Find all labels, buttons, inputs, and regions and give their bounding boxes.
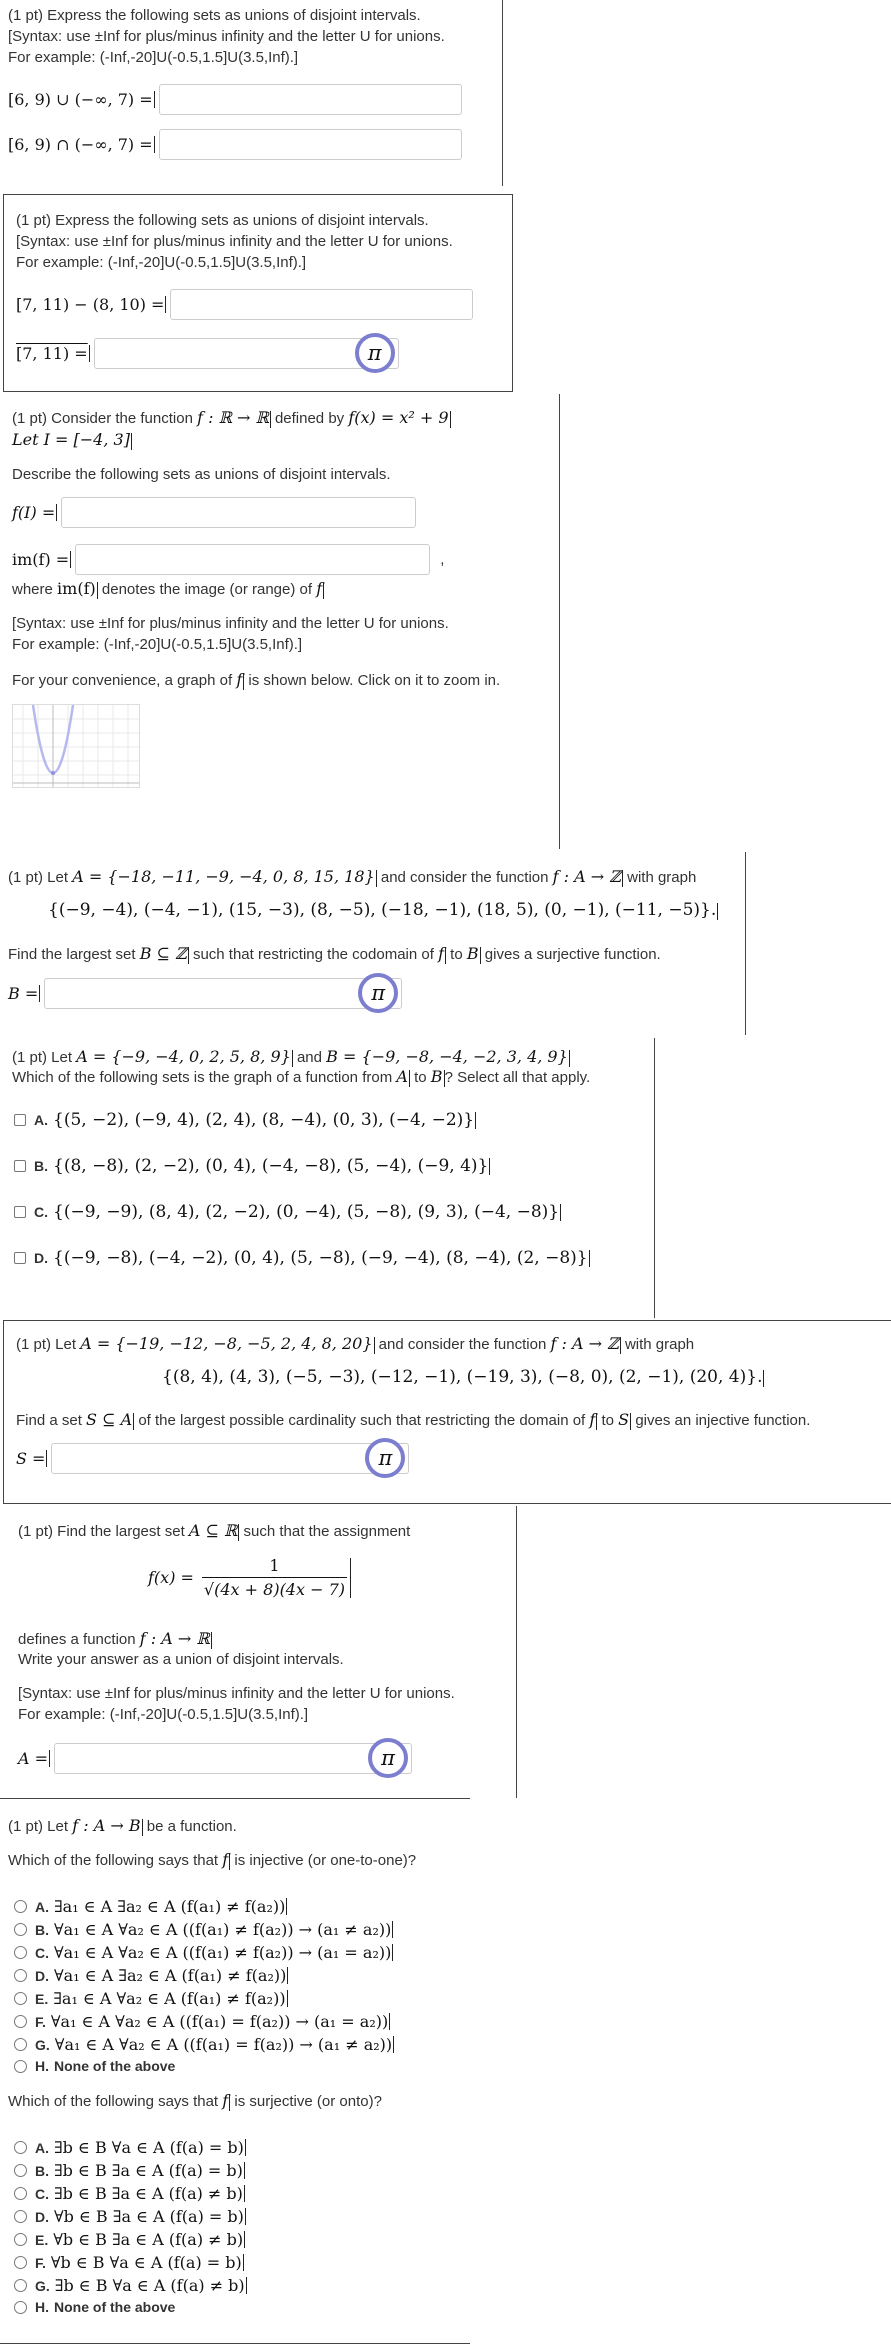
q8-sur-option-e[interactable]: E. ∀b ∈ B ∃a ∈ A (f(a) ≠ b) [14, 2230, 245, 2249]
problem-6 [3, 1320, 891, 1504]
q8-surjective-question: Which of the following says that f is surjective (or onto)? [8, 2091, 382, 2110]
q8-inj-option-h[interactable]: H. None of the above [14, 2058, 175, 2074]
q1-syntax: [Syntax: use ±Inf for plus/minus infinity and the letter U for unions. [8, 28, 445, 45]
q1-prompt: (1 pt) Express the following sets as unions of disjoint intervals. [8, 7, 421, 24]
q3-im-label: im(f) = [12, 550, 70, 569]
q4-answer-label: B = [8, 983, 39, 1003]
q8-inj-radio-b[interactable] [14, 1923, 27, 1936]
q8-sur-option-b[interactable]: B. ∃b ∈ B ∃a ∈ A (f(a) = b) [14, 2161, 245, 2180]
q8-sur-radio-d[interactable] [14, 2210, 27, 2223]
q1-part1-input[interactable] [159, 84, 462, 115]
q7-prompt-line: (1 pt) Find the largest set A ⊆ ℝ such that the assignment [18, 1521, 411, 1540]
q5-checkbox-b[interactable] [14, 1160, 26, 1172]
q1-example: For example: (-Inf,-20]U(-0.5,1.5]U(3.5,Inf).] [8, 49, 299, 66]
q6-answer-input[interactable] [51, 1443, 409, 1474]
q8-sur-option-f[interactable]: F. ∀b ∈ B ∀a ∈ A (f(a) = b) [14, 2253, 244, 2272]
q8-sur-radio-e[interactable] [14, 2233, 27, 2246]
q6-answer-label: S = [16, 1448, 46, 1468]
q7-formula: f(x) = $\frac{1}{√(4x + 8)(4x - 7)}$ [148, 1556, 351, 1599]
q5-option-b[interactable]: B. {(8, −8), (2, −2), (0, 4), (−4, −8), (5, −4), (−9, 4)} [14, 1156, 490, 1176]
q8-injective-question: Which of the following says that f is injective (or one-to-one)? [8, 1850, 417, 1869]
q8-sur-radio-c[interactable] [14, 2187, 27, 2200]
q2-part2-input[interactable] [94, 338, 399, 369]
q8-sur-radio-b[interactable] [14, 2164, 27, 2177]
q8-inj-option-a[interactable]: A. ∃a₁ ∈ A ∃a₂ ∈ A (f(a₁) ≠ f(a₂)) [14, 1897, 287, 1916]
q7-defines: defines a function f : A → ℝ [18, 1629, 210, 1648]
q7-bottom-rule [0, 1798, 470, 1799]
q6-graph: {(8, 4), (4, 3), (−5, −3), (−12, −1), (−19, 3), (−8, 0), (2, −1), (20, 4)}. [162, 1367, 763, 1387]
q3-fi-input[interactable] [61, 497, 416, 528]
q8-sur-option-d[interactable]: D. ∀b ∈ B ∃a ∈ A (f(a) = b) [14, 2207, 246, 2226]
q8-sur-option-a[interactable]: A. ∃b ∈ B ∀a ∈ A (f(a) = b) [14, 2138, 246, 2157]
q7-pi-button[interactable]: π [368, 1738, 408, 1778]
q8-inj-option-d[interactable]: D. ∀a₁ ∈ A ∃a₂ ∈ A (f(a₁) ≠ f(a₂)) [14, 1966, 288, 1985]
q8-bottom-rule [0, 2343, 470, 2344]
q7-answer-input[interactable] [54, 1743, 412, 1774]
q2-example: For example: (-Inf,-20]U(-0.5,1.5]U(3.5,Inf).] [16, 254, 307, 271]
q3-function-def: f(x) = x² + 9 [348, 408, 449, 427]
q7-example: For example: (-Inf,-20]U(-0.5,1.5]U(3.5,Inf).] [18, 1706, 309, 1723]
q3-im-input[interactable] [75, 544, 430, 575]
q2-syntax: [Syntax: use ±Inf for plus/minus infinity and the letter U for unions. [16, 233, 453, 250]
q6-pi-button[interactable]: π [365, 1438, 405, 1478]
q8-sur-radio-f[interactable] [14, 2256, 27, 2269]
q3-syntax: [Syntax: use ±Inf for plus/minus infinity and the letter U for unions. [12, 615, 449, 632]
q8-sur-radio-h[interactable] [14, 2301, 27, 2314]
q3-fi-label: f(I) = [12, 503, 56, 522]
q3-graph-svg [13, 705, 139, 787]
q4-prompt-line: (1 pt) Let A = {−18, −11, −9, −4, 0, 8, 15, 18} and consider the function f : A → ℤ with graph [8, 867, 697, 886]
q3-where: where im(f) denotes the image (or range) of f [12, 579, 323, 598]
q6-find-line: Find a set S ⊆ A of the largest possible cardinality such that restricting the domain of f to S gives an injective function. [16, 1410, 811, 1429]
q3-function-graph[interactable] [12, 704, 140, 788]
q8-inj-radio-e[interactable] [14, 1992, 27, 2005]
q5-checkbox-d[interactable] [14, 1252, 26, 1264]
q3-let-i: Let I = [−4, 3] [12, 430, 130, 449]
q3-describe: Describe the following sets as unions of disjoint intervals. [12, 466, 391, 483]
q6-prompt-line: (1 pt) Let A = {−19, −12, −8, −5, 2, 4, 8, 20} and consider the function f : A → ℤ with graph [16, 1334, 695, 1353]
q4-answer-input[interactable] [44, 978, 402, 1009]
q8-sur-radio-g[interactable] [14, 2279, 27, 2292]
q1-part2-input[interactable] [159, 129, 462, 160]
q3-graph-note: For your convenience, a graph of f is shown below. Click on it to zoom in. [12, 670, 501, 689]
q8-inj-radio-c[interactable] [14, 1946, 27, 1959]
q8-inj-radio-d[interactable] [14, 1969, 27, 1982]
q3-example: For example: (-Inf,-20]U(-0.5,1.5]U(3.5,Inf).] [12, 636, 303, 653]
q8-sur-option-c[interactable]: C. ∃b ∈ B ∃a ∈ A (f(a) ≠ b) [14, 2184, 245, 2203]
q4-pi-button[interactable]: π [358, 973, 398, 1013]
problem-1 [0, 0, 503, 186]
q2-part1-label: [7, 11) − (8, 10) = [16, 295, 165, 314]
problem-4 [0, 852, 746, 1035]
q8-inj-option-e[interactable]: E. ∃a₁ ∈ A ∀a₂ ∈ A (f(a₁) ≠ f(a₂)) [14, 1989, 288, 2008]
q8-sur-option-g[interactable]: G. ∃b ∈ B ∀a ∈ A (f(a) ≠ b) [14, 2276, 247, 2295]
q7-write: Write your answer as a union of disjoint intervals. [18, 1651, 344, 1668]
q7-syntax: [Syntax: use ±Inf for plus/minus infinity and the letter U for unions. [18, 1685, 455, 1702]
q4-find-line: Find the largest set B ⊆ ℤ such that restricting the codomain of f to B gives a surjective function. [8, 944, 661, 963]
q1-part1-label: [6, 9) ∪ (−∞, 7) = [8, 90, 153, 109]
q8-inj-option-g[interactable]: G. ∀a₁ ∈ A ∀a₂ ∈ A ((f(a₁) = f(a₂)) → (a₁ ≠ a₂)) [14, 2035, 394, 2054]
q2-pi-button[interactable]: π [355, 333, 395, 373]
q5-checkbox-c[interactable] [14, 1206, 26, 1218]
problem-2 [3, 194, 513, 392]
q5-prompt-line: (1 pt) Let A = {−9, −4, 0, 2, 5, 8, 9} and B = {−9, −8, −4, −2, 3, 4, 9} [12, 1047, 568, 1066]
q2-part1-input[interactable] [170, 289, 473, 320]
q4-graph: {(−9, −4), (−4, −1), (15, −3), (8, −5), (−18, −1), (18, 5), (0, −1), (−11, −5)}. [48, 900, 717, 920]
problem-7 [0, 1506, 517, 1798]
q8-prompt-line: (1 pt) Let f : A → B be a function. [8, 1816, 237, 1835]
q2-part2-label: [7, 11) = [16, 343, 88, 363]
q8-sur-radio-a[interactable] [14, 2141, 27, 2154]
problem-5 [0, 1038, 655, 1318]
q8-inj-radio-a[interactable] [14, 1900, 27, 1913]
q5-option-c[interactable]: C. {(−9, −9), (8, 4), (2, −2), (0, −4), (5, −8), (9, 3), (−4, −8)} [14, 1202, 561, 1222]
q1-part2-label: [6, 9) ∩ (−∞, 7) = [8, 135, 153, 154]
q8-sur-option-h[interactable]: H. None of the above [14, 2299, 175, 2315]
q5-which-line: Which of the following sets is the graph of a function from A to B ? Select all that apply. [12, 1067, 591, 1086]
q5-option-d[interactable]: D. {(−9, −8), (−4, −2), (0, 4), (5, −8), (−9, −4), (8, −4), (2, −8)} [14, 1248, 590, 1268]
q3-function-sig: f : ℝ → ℝ [197, 408, 269, 427]
q8-inj-radio-f[interactable] [14, 2015, 27, 2028]
q8-inj-radio-g[interactable] [14, 2038, 27, 2051]
q5-option-a[interactable]: A. {(5, −2), (−9, 4), (2, 4), (8, −4), (0, 3), (−4, −2)} [14, 1110, 476, 1130]
q8-inj-option-b[interactable]: B. ∀a₁ ∈ A ∀a₂ ∈ A ((f(a₁) ≠ f(a₂)) → (a₁ ≠ a₂)) [14, 1920, 393, 1939]
q7-answer-label: A = [18, 1748, 49, 1768]
q5-checkbox-a[interactable] [14, 1114, 26, 1126]
q8-inj-option-c[interactable]: C. ∀a₁ ∈ A ∀a₂ ∈ A ((f(a₁) ≠ f(a₂)) → (a₁ = a₂)) [14, 1943, 393, 1962]
q3-comma: , [440, 551, 445, 568]
q8-inj-radio-h[interactable] [14, 2060, 27, 2073]
q8-inj-option-f[interactable]: F. ∀a₁ ∈ A ∀a₂ ∈ A ((f(a₁) = f(a₂)) → (a₁ = a₂)) [14, 2012, 390, 2031]
q3-prompt-line: (1 pt) Consider the function f : ℝ → ℝ defined by f(x) = x² + 9 [12, 408, 449, 427]
q2-prompt: (1 pt) Express the following sets as unions of disjoint intervals. [16, 212, 429, 229]
